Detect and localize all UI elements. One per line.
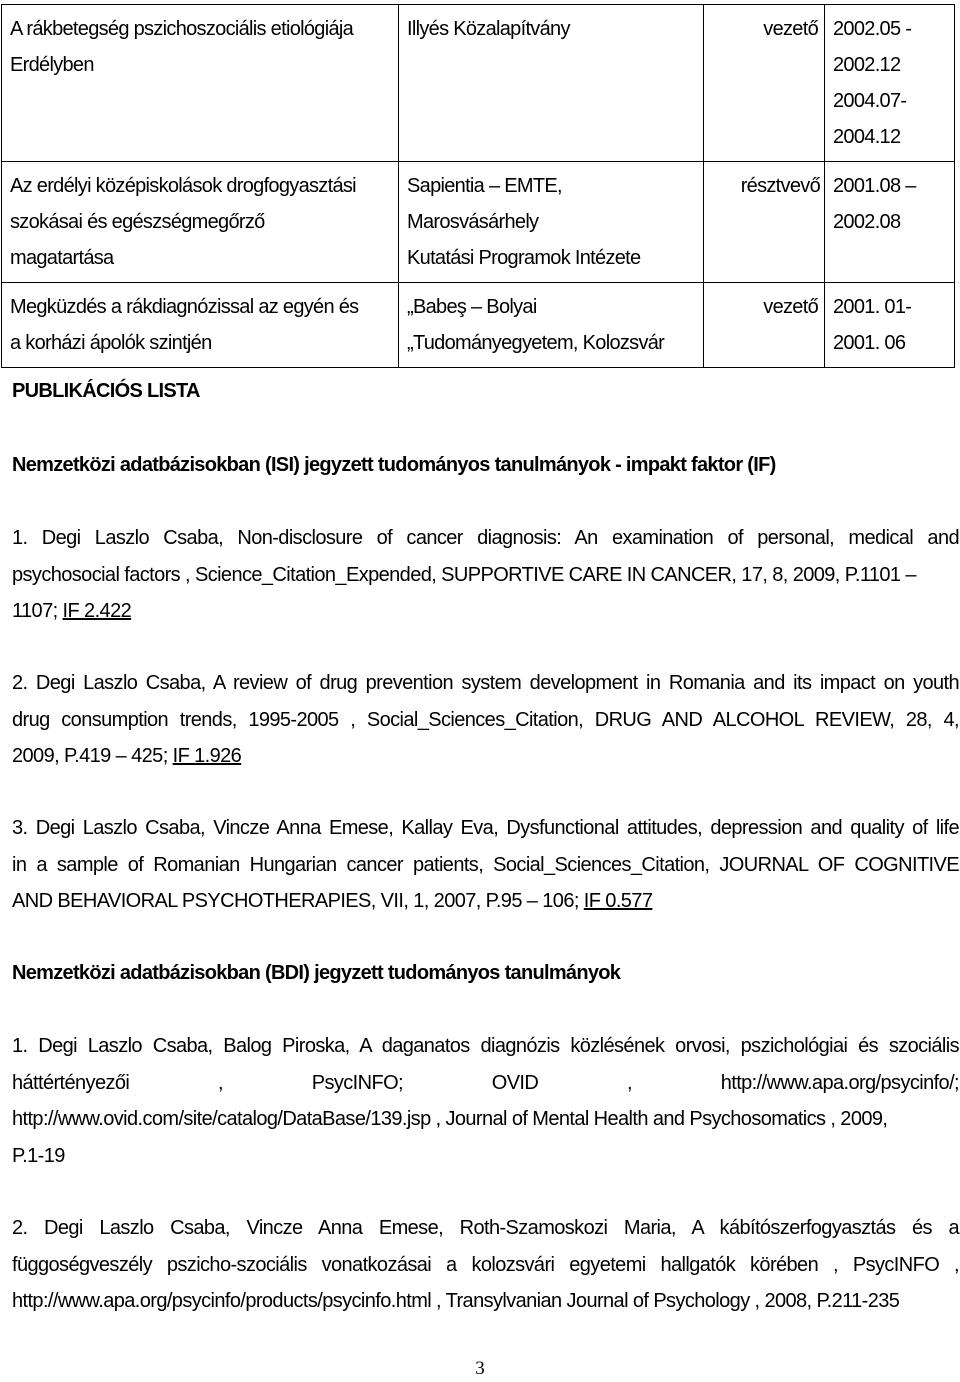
- project-role: [704, 162, 825, 283]
- bdi-publication: [12, 1028, 959, 1174]
- publication-line: 2009, P.419 – 425;: [12, 745, 173, 767]
- project-role: [704, 283, 825, 368]
- table-row: [2, 283, 955, 368]
- project-role: [704, 5, 825, 162]
- project-period-line: 2001.08 –: [833, 175, 916, 197]
- publication-line: 1107;: [12, 600, 63, 622]
- publication-line: 2. Degi Laszlo Csaba, A review of drug prevention system development in Romania and its impact on youth: [12, 672, 959, 694]
- publication-line: in a sample of Romanian Hungarian cancer patients, Social_Sciences_Citation, JOURNAL OF COGNITIVE: [12, 853, 959, 876]
- isi-section-heading: Nemzetközi adatbázisokban (ISI) jegyzett tudományos tanulmányok - impakt faktor (IF): [12, 454, 776, 476]
- impact-factor: IF 1.926: [172, 745, 242, 767]
- publication-line: 2. Degi Laszlo Csaba, Vincze Anna Emese, Roth-Szamoskozi Maria, A kábítószerfogyasztás és a: [12, 1217, 959, 1239]
- project-role-label: résztvevő: [740, 175, 820, 197]
- project-period: [825, 162, 955, 283]
- projects-table: [1, 4, 955, 368]
- publication-line: függoségveszély pszicho-szociális vonatkozásai a kolozsvári egyetemi hallgatók körében , PsycINFO ,: [12, 1253, 959, 1276]
- project-role-label: vezető: [763, 296, 818, 318]
- project-title-line: szokásai és egészségmegőrző: [10, 211, 265, 233]
- bdi-publication: [12, 1210, 959, 1320]
- publication-line: psychosocial factors , Science_Citation_Expended, SUPPORTIVE CARE IN CANCER, 17, 8, 2009, P.1101 –: [12, 563, 916, 586]
- impact-factor: IF 0.577: [583, 890, 653, 912]
- project-institution: [399, 162, 704, 283]
- publication-line: AND BEHAVIORAL PSYCHOTHERAPIES, VII, 1, 2007, P.95 – 106;: [12, 890, 584, 912]
- project-title: [2, 5, 399, 162]
- table-row: [2, 5, 955, 162]
- publication-line: http://www.apa.org/psycinfo/products/psycinfo.html , Transylvanian Journal of Psychology , 2008, P.211-235: [12, 1290, 900, 1312]
- project-title-line: a korházi ápolók szintjén: [10, 332, 212, 354]
- isi-publication: [12, 810, 959, 920]
- project-period: [825, 5, 955, 162]
- publication-line: 1. Degi Laszlo Csaba, Non-disclosure of cancer diagnosis: An examination of personal, medical and: [12, 527, 959, 549]
- isi-publication: [12, 665, 959, 775]
- project-period-line: 2004.12: [833, 126, 901, 148]
- project-title-line: A rákbetegség pszichoszociális etiológiája: [10, 18, 354, 40]
- project-period-line: 2002.05 -: [833, 18, 912, 40]
- project-institution-line: Kutatási Programok Intézete: [407, 247, 641, 269]
- project-institution-line: Illyés Közalapítvány: [407, 18, 570, 40]
- page-number: 3: [475, 1358, 485, 1379]
- project-institution-line: Sapientia – EMTE,: [407, 175, 562, 197]
- project-institution-line: „Babeş – Bolyai: [407, 296, 537, 318]
- table-row: [2, 162, 955, 283]
- project-title-line: Erdélyben: [10, 54, 94, 76]
- project-period-line: 2002.08: [833, 211, 901, 233]
- publication-list-heading: PUBLIKÁCIÓS LISTA: [12, 380, 200, 402]
- project-period-line: 2001. 06: [833, 332, 906, 354]
- impact-factor: IF 2.422: [62, 600, 132, 622]
- publication-line: 1. Degi Laszlo Csaba, Balog Piroska, A daganatos diagnózis közlésének orvosi, pszichológiai és szociális: [12, 1035, 959, 1057]
- project-role-label: vezető: [763, 18, 818, 40]
- project-institution-line: Marosvásárhely: [407, 211, 539, 233]
- isi-publication: [12, 520, 959, 630]
- bdi-section-heading: Nemzetközi adatbázisokban (BDI) jegyzett tudományos tanulmányok: [12, 962, 621, 984]
- project-period-line: 2002.12: [833, 54, 901, 76]
- project-title-line: magatartása: [10, 247, 114, 269]
- project-period: [825, 283, 955, 368]
- project-title-line: Megküzdés a rákdiagnózissal az egyén és: [10, 296, 359, 318]
- project-title: [2, 162, 399, 283]
- publication-line: drug consumption trends, 1995-2005 , Social_Sciences_Citation, DRUG AND ALCOHOL REVIEW, 28, 4,: [12, 708, 959, 731]
- publication-line: háttértényezői , PsycINFO; OVID , http://www.apa.org/psycinfo/;: [12, 1071, 959, 1094]
- publication-line: P.1-19: [12, 1144, 65, 1167]
- project-period-line: 2001. 01-: [833, 296, 912, 318]
- publication-line: 3. Degi Laszlo Csaba, Vincze Anna Emese, Kallay Eva, Dysfunctional attitudes, depression and quality of life: [12, 817, 959, 839]
- project-institution: [399, 283, 704, 368]
- project-title-line: Az erdélyi középiskolások drogfogyasztási: [10, 175, 356, 197]
- project-title: [2, 283, 399, 368]
- project-institution: [399, 5, 704, 162]
- publication-line: http://www.ovid.com/site/catalog/DataBase/139.jsp , Journal of Mental Health and Psychosomatics , 2009,: [12, 1108, 888, 1130]
- project-period-line: 2004.07-: [833, 90, 907, 112]
- project-institution-line: „Tudományegyetem, Kolozsvár: [407, 332, 665, 354]
